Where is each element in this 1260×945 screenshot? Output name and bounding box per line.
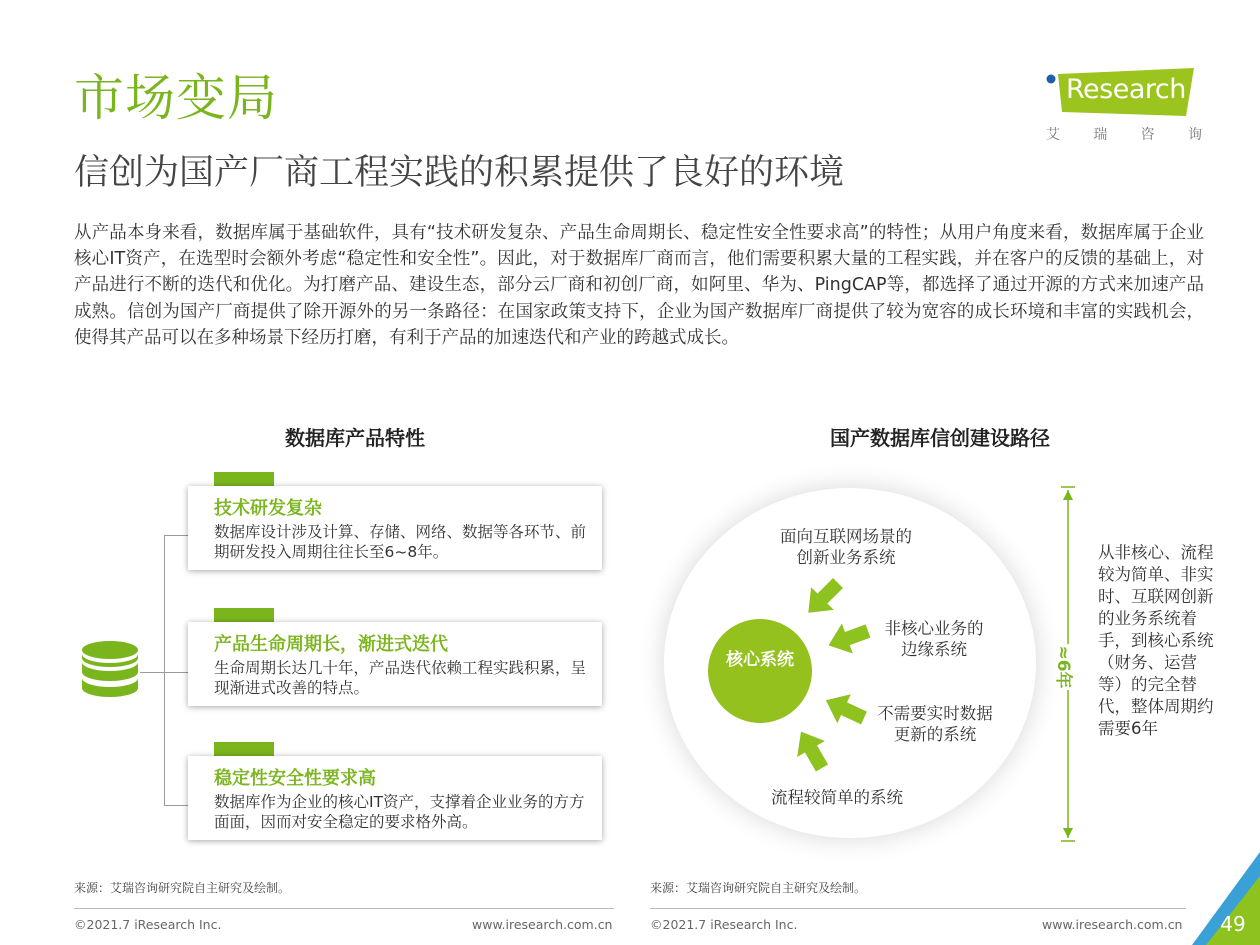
period-label [1053,644,1081,690]
website-link-left[interactable]: www.iresearch.com.cn [472,917,613,932]
logo-chinese [1046,124,1202,144]
label-internet-systems: 面向互联网场景的创新业务系统 [780,527,912,567]
card-title: 产品生命周期长，渐进式迭代 [214,634,448,655]
iresearch-logo [1040,66,1200,146]
logo-i-glyph [1044,74,1062,112]
right-section-title: 国产数据库信创建设路径 [830,426,1050,450]
logo-char: 瑞 [1093,127,1108,143]
copyright-right: ©2021.7 iResearch Inc. [650,917,798,932]
label-nonrealtime-systems: 不需要实时数据更新的系统 [877,704,993,744]
arrow-icon [819,686,871,733]
card-text: 数据库作为企业的核心IT资产，支撑着企业业务的方方面面，因而对安全稳定的要求格外高。 [214,793,585,831]
logo-char: 询 [1187,127,1202,143]
logo-char: 咨 [1140,127,1155,143]
logo-char: 艾 [1046,127,1060,143]
source-note-left: 来源：艾瑞咨询研究院自主研究及绘制。 [74,881,291,895]
feature-card [188,622,602,706]
page-number: 49 [1220,912,1246,936]
logo-wordmark: Research [1066,74,1186,105]
core-system-node: 核心系统 [708,619,812,723]
page-subtitle: 信创为国产厂商工程实践的积累提供了良好的环境 [74,153,845,193]
footer-rule-left [74,908,614,909]
website-link-right[interactable]: www.iresearch.com.cn [1042,917,1183,932]
period-description: 从非核心、流程较为简单、非实时、互联网创新的业务系统着手，到核心系统（财务、运营等）的完全替代，整体周期约需要6年 [1098,543,1214,738]
card-text: 生命周期长达几十年，产品迭代依赖工程实践积累，呈现渐进式改善的特点。 [214,659,587,697]
database-icon [80,640,140,706]
period-label-text: ≈6年 [1053,645,1073,689]
feature-card [188,486,602,570]
tree-connector [164,805,188,806]
feature-card [188,756,602,840]
arrow-icon [787,724,836,776]
tree-connector [164,535,188,536]
arrow-icon [823,616,873,660]
tree-trunk [164,535,165,805]
copyright-left: ©2021.7 iResearch Inc. [74,917,222,932]
card-title: 稳定性安全性要求高 [214,768,376,789]
card-text: 数据库设计涉及计算、存储、网络、数据等各环节、前期研发投入周期往往长至6~8年。 [214,523,587,561]
left-section-title: 数据库产品特性 [285,426,425,450]
page-title: 市场变局 [74,69,278,127]
arrow-icon [797,572,849,624]
source-note-right: 来源：艾瑞咨询研究院自主研究及绘制。 [650,881,867,895]
label-simple-systems: 流程较简单的系统 [771,788,903,807]
footer-rule-right [650,908,1186,909]
label-edge-systems: 非核心业务的边缘系统 [884,619,984,659]
card-title: 技术研发复杂 [214,498,322,519]
intro-paragraph: 从产品本身来看，数据库属于基础软件，具有“技术研发复杂、产品生命周期长、稳定性安全性要求高”的特性；从用户角度来看，数据库属于企业核心IT资产，在选型时会额外考虑“稳定性和安全性”。因此，对于数据库厂商而言，他们需要积累大量的工程实践，并在客户的反馈的基础上，对产品进行不断的迭代和优化。为打磨产品、建设生态，部分云厂商和初创厂商，如阿里、华为、PingCAP等，都选择了通过开源的方式来加速产品成熟。信创为国产厂商提供了除开源外的另一条路径：在国家政策支持下，企业为国产数据库厂商提供了较为宽容的成长环境和丰富的实践机会，使得其产品可以在多种场景下经历打磨，有利于产品的加速迭代和产业的跨越式成长。 [74,223,1204,348]
